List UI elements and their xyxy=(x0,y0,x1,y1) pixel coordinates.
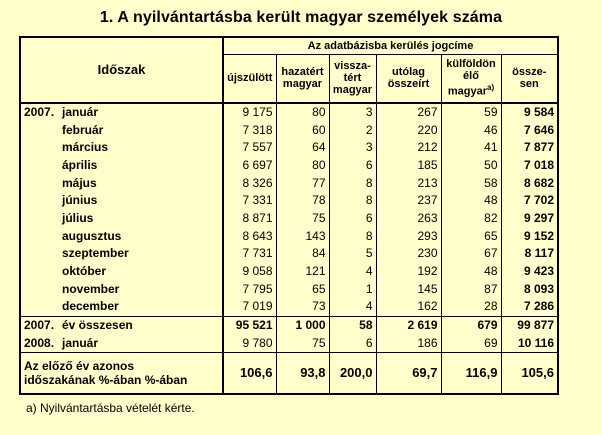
value-resettled: 8 xyxy=(329,227,376,245)
percent-returned: 93,8 xyxy=(276,353,329,395)
percent-abroad: 116,9 xyxy=(441,353,501,395)
month-label: október xyxy=(62,264,107,279)
value-later-registered: 185 xyxy=(376,157,441,175)
month-label: augusztus xyxy=(62,228,122,243)
value-newborn: 8 643 xyxy=(242,228,273,243)
value-newborn: 8 871 xyxy=(242,210,273,225)
month-label: január xyxy=(62,335,99,350)
period-cell xyxy=(20,334,223,352)
value-abroad: 82 xyxy=(441,210,501,228)
value-total: 7 877 xyxy=(501,139,558,157)
percent-later-registered: 69,7 xyxy=(376,353,441,395)
value-later-registered: 162 xyxy=(376,298,441,316)
table-row xyxy=(20,174,558,192)
value-resettled: 5 xyxy=(329,245,376,263)
col-header-resettled: vissza- tért magyar xyxy=(329,55,376,103)
period-header: Időszak xyxy=(20,37,223,103)
month-label: szeptember xyxy=(62,246,129,261)
value-returned: 75 xyxy=(276,210,329,228)
month-label: július xyxy=(62,210,94,225)
value-abroad: 67 xyxy=(441,245,501,263)
value-later-registered: 267 xyxy=(376,103,441,122)
value-total: 7 286 xyxy=(501,298,558,316)
period-cell xyxy=(20,298,223,316)
value-total: 10 116 xyxy=(501,334,558,352)
value-abroad: 41 xyxy=(441,139,501,157)
value-later-registered: 186 xyxy=(376,334,441,352)
table-row xyxy=(20,298,558,316)
col-header-returned: hazatért magyar xyxy=(276,55,329,103)
period-cell xyxy=(20,174,223,192)
value-resettled: 6 xyxy=(329,210,376,228)
value-resettled: 3 xyxy=(329,139,376,157)
value-later-registered: 213 xyxy=(376,174,441,192)
value-abroad: 58 xyxy=(441,174,501,192)
value-total: 7 702 xyxy=(501,192,558,210)
year-label: 2007. xyxy=(24,318,55,333)
value-abroad: 28 xyxy=(441,298,501,316)
value-newborn: 8 326 xyxy=(242,175,273,190)
value-abroad: 679 xyxy=(441,316,501,334)
percent-newborn: 106,6 xyxy=(223,353,276,395)
percent-label: Az előző év azonos időszakának %-ában %-ában xyxy=(20,353,223,395)
period-cell xyxy=(20,192,223,210)
table-row xyxy=(20,227,558,245)
year-label: 2007. xyxy=(24,104,55,119)
value-newborn: 9 058 xyxy=(242,264,273,279)
month-label: március xyxy=(62,140,109,155)
value-returned: 75 xyxy=(276,334,329,352)
table-row xyxy=(20,121,558,139)
value-newborn: 7 795 xyxy=(242,281,273,296)
month-label: május xyxy=(62,175,97,190)
year-label: 2008. xyxy=(24,335,55,350)
period-cell xyxy=(20,280,223,298)
month-label: április xyxy=(62,157,98,172)
value-total: 9 152 xyxy=(501,227,558,245)
percent-total: 105,6 xyxy=(501,353,558,395)
value-resettled: 1 xyxy=(329,280,376,298)
period-cell xyxy=(20,227,223,245)
value-resettled: 6 xyxy=(329,334,376,352)
value-newborn: 6 697 xyxy=(242,157,273,172)
table-row xyxy=(20,316,558,334)
value-total: 8 093 xyxy=(501,280,558,298)
value-resettled: 4 xyxy=(329,263,376,281)
value-total: 9 423 xyxy=(501,263,558,281)
value-resettled: 2 xyxy=(329,121,376,139)
period-cell xyxy=(20,263,223,281)
col-header-abroad: külföldön élő magyar$^{a)}$ xyxy=(441,55,501,103)
table-row-percent xyxy=(20,353,558,395)
value-newborn: 7 557 xyxy=(242,140,273,155)
value-returned: 84 xyxy=(276,245,329,263)
value-total: 9 297 xyxy=(501,210,558,228)
value-abroad: 50 xyxy=(441,157,501,175)
value-returned: 77 xyxy=(276,174,329,192)
table-row xyxy=(20,139,558,157)
value-abroad: 69 xyxy=(441,334,501,352)
value-returned: 64 xyxy=(276,139,329,157)
value-total: 9 584 xyxy=(501,103,558,122)
value-resettled: 3 xyxy=(329,103,376,122)
value-returned: 65 xyxy=(276,280,329,298)
value-total: 7 018 xyxy=(501,157,558,175)
period-cell xyxy=(20,210,223,228)
col-header-newborn: újszülött xyxy=(223,55,276,103)
month-label: június xyxy=(62,193,98,208)
value-later-registered: 212 xyxy=(376,139,441,157)
value-returned: 80 xyxy=(276,103,329,122)
period-cell xyxy=(20,157,223,175)
period-cell xyxy=(20,245,223,263)
period-cell xyxy=(20,121,223,139)
value-abroad: 59 xyxy=(441,103,501,122)
table-row xyxy=(20,334,558,352)
month-label: január xyxy=(62,104,99,119)
table-row xyxy=(20,280,558,298)
period-cell xyxy=(20,139,223,157)
value-returned: 1 000 xyxy=(276,316,329,334)
value-later-registered: 220 xyxy=(376,121,441,139)
value-newborn: 9 175 xyxy=(242,104,273,119)
value-later-registered: 2 619 xyxy=(376,316,441,334)
table-row xyxy=(20,263,558,281)
table-title: 1. A nyilvántartásba került magyar személyek száma xyxy=(99,9,503,26)
table-row xyxy=(20,210,558,228)
value-later-registered: 263 xyxy=(376,210,441,228)
value-abroad: 48 xyxy=(441,192,501,210)
value-returned: 73 xyxy=(276,298,329,316)
value-resettled: 8 xyxy=(329,174,376,192)
statistics-table xyxy=(19,36,559,395)
table-row xyxy=(20,192,558,210)
month-label: február xyxy=(62,122,104,137)
value-returned: 80 xyxy=(276,157,329,175)
value-later-registered: 192 xyxy=(376,263,441,281)
value-newborn: 7 731 xyxy=(242,246,273,261)
value-later-registered: 145 xyxy=(376,280,441,298)
value-resettled: 6 xyxy=(329,157,376,175)
value-newborn: 9 780 xyxy=(242,335,273,350)
period-cell xyxy=(20,103,223,122)
value-later-registered: 237 xyxy=(376,192,441,210)
value-abroad: 65 xyxy=(441,227,501,245)
value-resettled: 8 xyxy=(329,192,376,210)
col-header-total: össze- sen xyxy=(501,55,558,103)
value-newborn: 7 019 xyxy=(242,299,273,314)
month-label: november xyxy=(62,281,120,296)
table-row xyxy=(20,157,558,175)
month-label: év összesen xyxy=(62,318,133,333)
value-total: 8 682 xyxy=(501,174,558,192)
month-label: december xyxy=(62,299,119,314)
value-abroad: 48 xyxy=(441,263,501,281)
value-newborn: 7 331 xyxy=(242,193,273,208)
group-header: Az adatbázisba kerülés jogcíme xyxy=(223,37,558,55)
value-later-registered: 230 xyxy=(376,245,441,263)
footnote: a) Nyilvántartásba vételét kérte. xyxy=(26,401,195,415)
value-total: 8 117 xyxy=(501,245,558,263)
period-cell xyxy=(20,316,223,334)
percent-resettled: 200,0 xyxy=(329,353,376,395)
value-abroad: 46 xyxy=(441,121,501,139)
value-returned: 121 xyxy=(276,263,329,281)
value-resettled: 58 xyxy=(329,316,376,334)
value-total: 7 646 xyxy=(501,121,558,139)
table-row xyxy=(20,103,558,122)
value-returned: 60 xyxy=(276,121,329,139)
value-newborn: 95 521 xyxy=(223,316,276,334)
value-later-registered: 293 xyxy=(376,227,441,245)
value-newborn: 7 318 xyxy=(242,122,273,137)
table-row xyxy=(20,245,558,263)
value-resettled: 4 xyxy=(329,298,376,316)
value-returned: 78 xyxy=(276,192,329,210)
col-header-later-registered: utólag összeírt xyxy=(376,55,441,103)
value-returned: 143 xyxy=(276,227,329,245)
value-abroad: 87 xyxy=(441,280,501,298)
value-total: 99 877 xyxy=(501,316,558,334)
